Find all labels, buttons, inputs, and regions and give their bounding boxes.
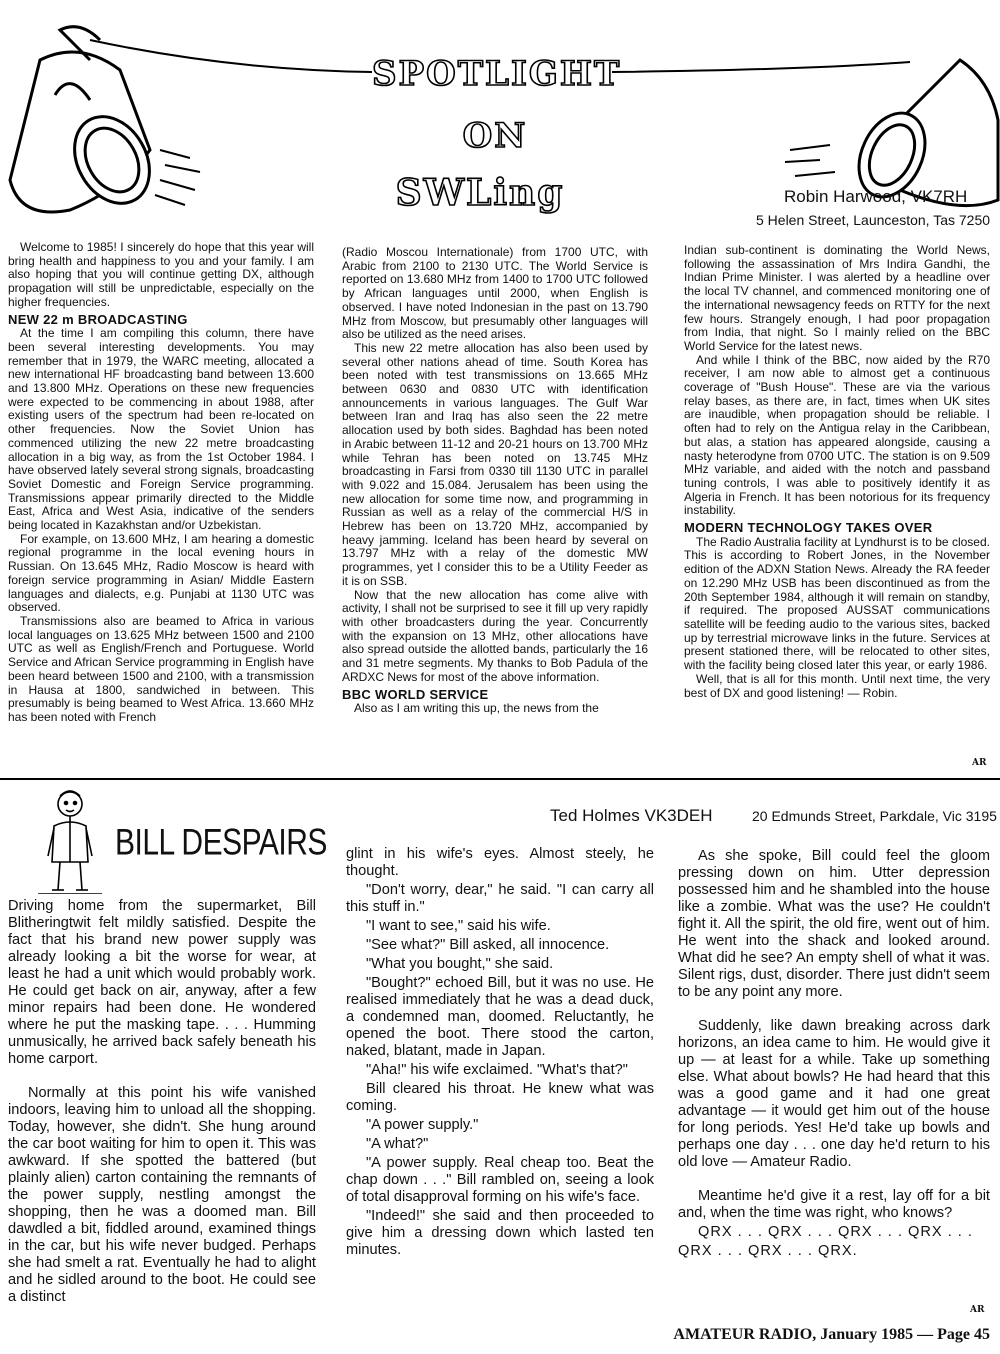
article2-column-1 <box>8 898 316 1308</box>
story-paragraph: "Don't worry, dear," he said. "I can carry all this stuff in." <box>346 882 654 915</box>
body-paragraph: For example, on 13.600 MHz, I am hearing a domestic regional programme in the local evening hours in Russian. On 13.645 MHz, Radio Moscow is heard with foreign service programming in Asian/ Middle Eastern languages and dialects, e.g. Punjabi at 1130 UTC was observed. <box>8 531 314 615</box>
story-paragraph: "A power supply. Real cheap too. Beat the chap down . . ." Bill rambled on, seeing a look of total disapproval forming on his wife's face. <box>346 1155 654 1205</box>
author-address: 5 Helen Street, Launceston, Tas 7250 <box>756 212 991 228</box>
author-name: Robin Harwood, VK7RH <box>784 187 968 206</box>
body-paragraph: Indian sub-continent is dominating the World News, following the assassination of Mrs Indira Gandhi, the Indian Prime Minister. I was alerted by a headline over the local TV channel, and commenced monitoring one of the international newsagency feeds on RTTY for the next few hours. Strangely enough, I had poor propagation from India, that night. So I mainly relied on the BBC World Service for the latest news. <box>684 243 990 353</box>
body-paragraph: (Radio Moscou Internationale) from 1700 UTC, with Arabic from 2100 to 2130 UTC. The World Service is reported on 13.680 MHz from 1400 to 1700 UTC followed by African languages until 2000, when English is observed. I have noted Indonesian in the past on 13.790 MHz from Moscow, but presumably other languages will also be utilized as the need arises. <box>342 245 648 342</box>
body-paragraph: The Radio Australia facility at Lyndhurst is to be closed. This is according to Robert Jones, in the November edition of the ADXN Station News. Already the RA feeder on 12.290 MHz USB has been discontinued as from the 20th September 1984, although it will remain on standby, if required. The proposed AUSSAT communications satellite will be feeding audio to the various sites, backed up by terrestrial microwave links in the future. Services at present stationed there, will be relocated to other sites, with the facility being closed later this year, or early 1986. <box>684 534 990 673</box>
story-paragraph: "I want to see," said his wife. <box>366 918 551 934</box>
story-paragraph: "What you bought," she said. <box>366 956 554 972</box>
body-paragraph: At the time I am compiling this column, there have been several interesting developments. You may remember that in 1979, the WARC meeting, allocated a new international HF broadcasting band between 13.600 and 13.800 MHz. Operations on these new frequencies were expected to be commencing in about 1988, after existing users of the spectrum had been re-located on other frequencies. Now the Soviet Union has commenced utilizing the new 22 metre broadcasting allocation in a big way, as from the 1st October 1984. I have observed lately several strong signals, broadcasting Soviet Domestic and Foreign Service programming. Transmissions appear primarily directed to the Middle East, Africa and West Asia, indicative of the senders being located in Kazakhstan and/or Uzbekistan. <box>8 326 314 533</box>
story-paragraph: Normally at this point his wife vanished indoors, leaving him to unload all the shopping. Today, however, she didn't. She hung around the car boot waiting for him to open it. This was awkward. If she spotted the battered (but plainly alien) carton containing the remnants of the power supply, nestling amongst the shopping, then he was a doomed man. Bill dawdled a bit, fiddled around, examined things in the car, but his wife never budged. Perhaps she had smelt a rat. Eventually he had to alight and he sidled around to the boot. He could see a distinct <box>8 1085 316 1305</box>
qrx-line: QRX . . . QRX . . . QRX . . . QRX . . . <box>698 1224 973 1240</box>
body-paragraph: This new 22 metre allocation has also been used by several other nations ahead of time. South Korea has been noted with test transmissions on 13.665 MHz between 0630 and 0830 UTC with identification announcements in various languages. The Gulf War between Iran and Iraq has also seen the 22 metre allocation used by both sides. Baghdad has been noted in Arabic between 11-12 and 20-21 hours on 13.700 MHz while Tehran has been noted on 13.745 MHz broadcasting in Farsi from 0330 till 1130 UTC in parallel with 9.022 and 15.084. Jerusalem has been using the new allocation for some time now, and programming in Russian as well as a relay of the commercial H/S in Hebrew has been on 13.720 MHz, accompanied by heavy jamming. Iceland has been heard by several on 13.797 MHz with a relay of the domestic MW programmes, yet I consider this to be a Utility Feeder as it is on SSB. <box>342 340 648 588</box>
body-paragraph: Now that the new allocation has come alive with activity, I shall not be surprised to see it fill up very rapidly with other broadcasters during the year. Concurrently with the expansion on 13 MHz, other allocations have also spread outside the allotted bands, particularly the 16 and 31 metre segments. My thanks to Bob Padula of the ARDXC News for most of the above information. <box>342 587 648 684</box>
story-paragraph: "A what?" <box>366 1136 429 1152</box>
story-paragraph: "Bought?" echoed Bill, but it was no use. He realised immediately that he was a dead duck, a condemned man, doomed. Reluctantly, he opened the boot. There stood the carton, naked, blatant, made in Japan. <box>346 975 654 1059</box>
article-divider <box>0 778 1000 780</box>
intro-paragraph: Welcome to 1985! I sincerely do hope that this year will bring health and happiness to you and your family. I am also hoping that you will continue getting DX, although propagation will still be unpredictable, especially on the higher frequencies. <box>8 240 314 309</box>
body-paragraph: Also as I am writing this up, the news from the <box>354 701 599 716</box>
page-footer: AMATEUR RADIO, January 1985 — Page 45 <box>673 1326 990 1343</box>
body-paragraph: Well, that is all for this month. Until next time, the very best of DX and good listening! — Robin. <box>684 671 990 700</box>
section-heading: BBC WORLD SERVICE <box>342 686 489 702</box>
article2-column-3 <box>678 848 990 1262</box>
end-mark: AR <box>970 1305 985 1315</box>
end-mark: AR <box>972 758 987 768</box>
right-spotlight-icon <box>846 60 998 208</box>
article2-title: BILL DESPAIRS <box>115 822 327 864</box>
story-paragraph: "See what?" Bill asked, all innocence. <box>366 937 610 953</box>
story-paragraph: Meantime he'd give it a rest, lay off for a bit and, when the time was right, who knows? <box>678 1188 990 1221</box>
bill-cartoon-icon <box>30 786 110 894</box>
story-paragraph: "Indeed!" she said and then proceeded to give him a dressing down which lasted ten minutes. <box>346 1208 654 1258</box>
body-paragraph: Transmissions also are beamed to Africa in various local languages on 13.625 MHz between 1500 and 2100 UTC as well as English/French and Portuguese. World Service and African Service programming in English have been heard between 1500 and 2100, with a transmission in Hausa at 1800, sandwiched in between. This presumably is being beamed to West Africa. 13.660 MHz has been noted with French <box>8 613 314 724</box>
section-heading: NEW 22 m BROADCASTING <box>8 311 188 327</box>
story-paragraph: glint in his wife's eyes. Almost steely, he thought. <box>346 846 654 879</box>
story-paragraph: As she spoke, Bill could feel the gloom pressing down on him. Utter depression possessed him and he shambled into the house like a zombie. What was the use? He couldn't fight it. All the spirit, the old fire, went out of him. He went into the shack and looked around. What did he see? An empty shell of what it was. Silent rigs, dust, disorder. There just didn't seem to be any point any more. <box>678 848 990 1000</box>
article1-column-3 <box>684 244 990 700</box>
story-paragraph: Suddenly, like dawn breaking across dark horizons, an idea came to him. He would give it up — at least for a while. Take up something else. What about bowls? He had heard that this was a good game and it had one great advantage — it would get him out of the house for long periods. Yes! He'd take up bowls and perhaps one day . . . one day he'd return to his old love — Amateur Radio. <box>678 1018 990 1170</box>
article1-column-2 <box>342 246 648 716</box>
column-title-line1: SPOTLIGHT <box>372 54 622 94</box>
body-paragraph: And while I think of the BBC, now aided by the R70 receiver, I am now able to almost get a continuous coverage of "Bush House". These are via the various relay bases, as there are, in fact, times when UK sites are inaudible, when propagation should be reliable. I often had to rely on the Antigua relay in the Caribbean, but alas, a station has appeared alongside, causing a nasty heterodyne from 0700 UTC. The station is on 9.509 MHz variable, and aided with the notch and passband tuning controls, I was able to positively identify it as Algeria in French. It has been notorious for its frequency instability. <box>684 352 990 518</box>
left-spotlight-icon <box>10 27 164 217</box>
story-paragraph: "A power supply." <box>366 1117 479 1133</box>
article2-address: 20 Edmunds Street, Parkdale, Vic 3195 <box>752 808 997 824</box>
story-paragraph: "Aha!" his wife exclaimed. "What's that?" <box>366 1062 628 1078</box>
column-title-line3: SWLing <box>395 172 565 214</box>
story-paragraph: Bill cleared his throat. He knew what was coming. <box>346 1081 654 1114</box>
story-paragraph: Driving home from the supermarket, Bill Blitheringtwit felt mildly satisfied. Despite the fact that his brand new power supply was already looking a bit the worse for wear, at least he had a unit which would probably work. He could get back on air, anyway, after a few minor repairs had been done. He wondered where he put the masking tape. . . . Humming unmusically, he arrived back safely beneath his home carport. <box>8 898 316 1067</box>
article2-author: Ted Holmes VK3DEH <box>550 806 713 825</box>
article2-column-2 <box>346 846 654 1261</box>
section-heading: MODERN TECHNOLOGY TAKES OVER <box>684 520 933 536</box>
article1-column-1 <box>8 241 314 725</box>
qrx-line: QRX . . . QRX . . . QRX. <box>678 1243 858 1259</box>
column-title-line2: ON <box>462 116 528 156</box>
